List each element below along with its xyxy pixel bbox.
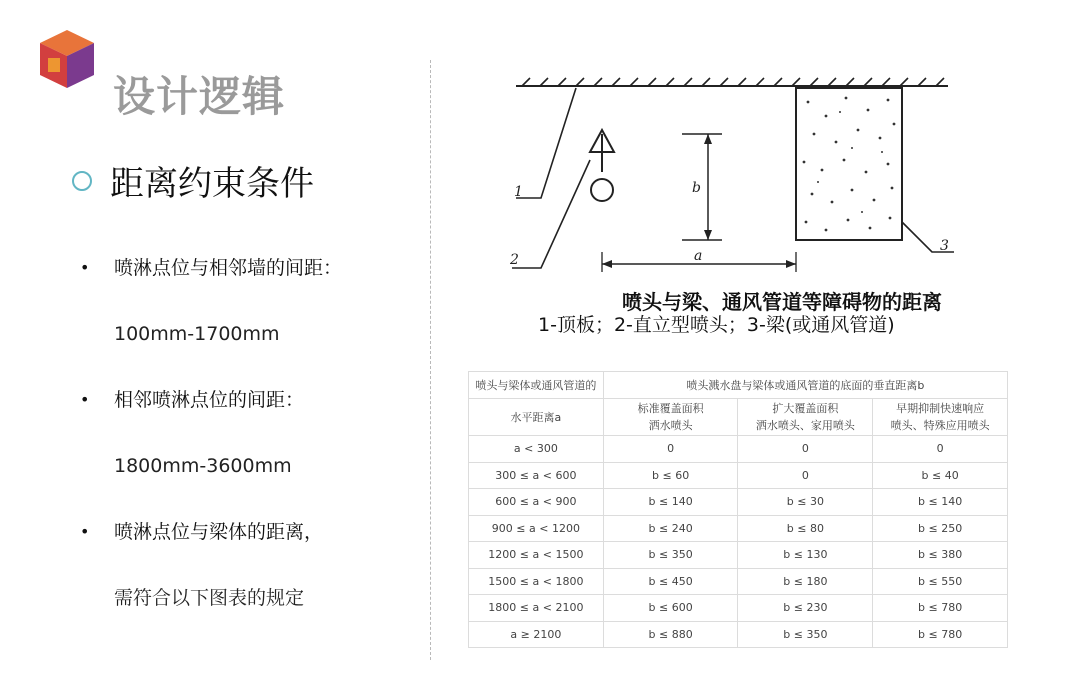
bullet-continuation: 1800mm-3600mm bbox=[114, 455, 292, 477]
table-cell: b ≤ 180 bbox=[738, 568, 873, 595]
table-cell: b ≤ 250 bbox=[873, 515, 1008, 542]
table-cell: 900 ≤ a < 1200 bbox=[469, 515, 604, 542]
corner-header: 喷头与梁体或通风管道的 bbox=[469, 372, 604, 399]
table-cell: b ≤ 780 bbox=[873, 621, 1008, 648]
table-row bbox=[469, 489, 1008, 516]
bullet-list bbox=[80, 248, 410, 644]
table-cell: a < 300 bbox=[469, 436, 604, 463]
table-cell: b ≤ 130 bbox=[738, 542, 873, 569]
table-row bbox=[469, 595, 1008, 622]
column-header: 扩大覆盖面积 洒水喷头、家用喷头 bbox=[738, 399, 873, 436]
bullet-continuation: 100mm-1700mm bbox=[114, 323, 280, 345]
distance-table bbox=[468, 371, 1008, 648]
table-cell: b ≤ 60 bbox=[603, 462, 738, 489]
bullet-dot-icon: • bbox=[80, 522, 90, 541]
table-cell: b ≤ 140 bbox=[873, 489, 1008, 516]
table-cell: b ≤ 350 bbox=[603, 542, 738, 569]
table-cell: b ≤ 380 bbox=[873, 542, 1008, 569]
table-cell: 300 ≤ a < 600 bbox=[469, 462, 604, 489]
diagram-label-b: b bbox=[692, 180, 701, 196]
table-cell: b ≤ 240 bbox=[603, 515, 738, 542]
table-cell: 0 bbox=[738, 436, 873, 463]
bullet-dot-icon: • bbox=[80, 390, 90, 409]
bullet-dot-icon: • bbox=[80, 258, 90, 277]
cube-logo-icon bbox=[38, 28, 96, 90]
table-cell: 0 bbox=[873, 436, 1008, 463]
table-cell: b ≤ 600 bbox=[603, 595, 738, 622]
bullet-text: 喷淋点位与相邻墙的间距： bbox=[114, 257, 343, 279]
table-row bbox=[469, 436, 1008, 463]
table-cell: 1500 ≤ a < 1800 bbox=[469, 568, 604, 595]
bullet-continuation: 需符合以下图表的规定 bbox=[114, 587, 305, 609]
corner-header-sub: 水平距离a bbox=[469, 399, 604, 436]
table-row bbox=[469, 462, 1008, 489]
vertical-divider bbox=[430, 60, 431, 660]
table-row bbox=[469, 542, 1008, 569]
table-cell: b ≤ 350 bbox=[738, 621, 873, 648]
diagram-label-3: 3 bbox=[940, 238, 949, 254]
table-cell: 1800 ≤ a < 2100 bbox=[469, 595, 604, 622]
table-cell: b ≤ 30 bbox=[738, 489, 873, 516]
table-cell: b ≤ 450 bbox=[603, 568, 738, 595]
diagram-caption-title: 喷头与梁、通风管道等障碍物的距离 bbox=[622, 290, 942, 314]
table-cell: b ≤ 80 bbox=[738, 515, 873, 542]
table-row bbox=[469, 515, 1008, 542]
group-header: 喷头溅水盘与梁体或通风管道的底面的垂直距离b bbox=[603, 372, 1007, 399]
circle-bullet-icon bbox=[72, 171, 92, 191]
table-cell: 0 bbox=[738, 462, 873, 489]
table-cell: 1200 ≤ a < 1500 bbox=[469, 542, 604, 569]
page-title: 设计逻辑 bbox=[113, 72, 286, 121]
section-subtitle: 距离约束条件 bbox=[110, 164, 314, 204]
column-header: 早期抑制快速响应 喷头、特殊应用喷头 bbox=[873, 399, 1008, 436]
table-cell: b ≤ 140 bbox=[603, 489, 738, 516]
table-cell: 600 ≤ a < 900 bbox=[469, 489, 604, 516]
bullet-text: 相邻喷淋点位的间距： bbox=[114, 389, 305, 411]
table-cell: 0 bbox=[603, 436, 738, 463]
list-item bbox=[80, 512, 410, 578]
list-item bbox=[80, 248, 410, 314]
diagram-label-a: a bbox=[694, 248, 703, 264]
sprinkler-distance-diagram bbox=[496, 72, 966, 272]
diagram-label-2: 2 bbox=[510, 252, 519, 268]
table-cell: a ≥ 2100 bbox=[469, 621, 604, 648]
table-cell: b ≤ 40 bbox=[873, 462, 1008, 489]
diagram-label-1: 1 bbox=[514, 184, 523, 200]
list-item bbox=[80, 380, 410, 446]
diagram-caption-legend: 1-顶板；2-直立型喷头；3-梁(或通风管道) bbox=[538, 314, 895, 336]
table-row bbox=[469, 568, 1008, 595]
table-cell: b ≤ 780 bbox=[873, 595, 1008, 622]
table-cell: b ≤ 550 bbox=[873, 568, 1008, 595]
column-header: 标准覆盖面积 洒水喷头 bbox=[603, 399, 738, 436]
section-heading bbox=[72, 156, 314, 205]
bullet-text: 喷淋点位与梁体的距离， bbox=[114, 521, 324, 543]
table-cell: b ≤ 230 bbox=[738, 595, 873, 622]
table-row bbox=[469, 621, 1008, 648]
table-cell: b ≤ 880 bbox=[603, 621, 738, 648]
